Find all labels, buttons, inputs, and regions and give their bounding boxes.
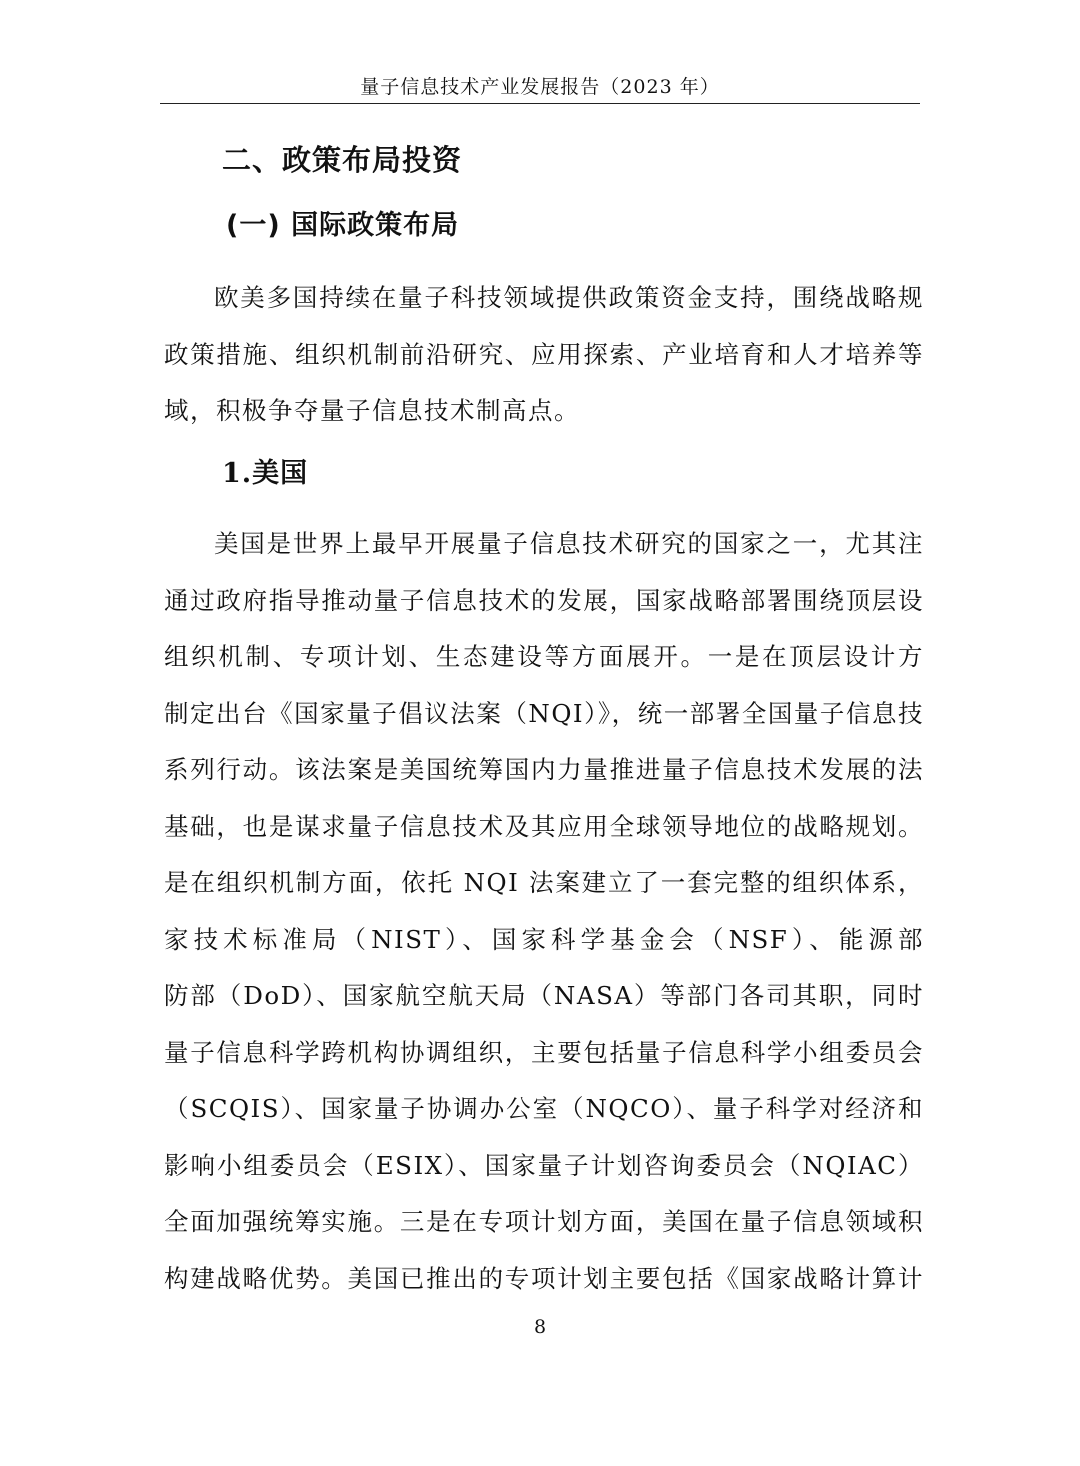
paragraph-line: 家技术标准局（NIST）、国家科学基金会（NSF）、能源部 [164,924,924,954]
body-paragraph [164,516,924,1307]
paragraph-line: （SCQIS）、国家量子协调办公室（NQCO）、量子科学对经济和 [164,1094,924,1123]
paragraph-line: 构建战略优势。美国已推出的专项计划主要包括《国家战略计算计 [164,1263,924,1293]
paragraph-line: 影响小组委员会（ESIX）、国家量子计划咨询委员会（NQIAC） [164,1150,924,1180]
page-number: 8 [533,1316,547,1338]
paragraph-line: 是在组织机制方面，依托 NQI 法案建立了一套完整的组织体系， [164,868,924,897]
paragraph-line: 美国是世界上最早开展量子信息技术研究的国家之一，尤其注 [214,529,924,558]
paragraph-line: 防部（DoD）、国家航空航天局（NASA）等部门各司其职，同时 [164,981,924,1010]
intro-paragraph [164,270,924,440]
paragraph-line: 全面加强统筹实施。三是在专项计划方面，美国在量子信息领域积 [164,1207,924,1236]
subsection-title: (一) 国际政策布局 [226,210,460,241]
section-title: 二、政策布局投资 [222,143,463,177]
paragraph-line: 域，积极争夺量子信息技术制高点。 [164,396,580,425]
paragraph-line: 基础，也是谋求量子信息技术及其应用全球领导地位的战略规划。 [164,811,924,841]
header-rule [160,103,920,104]
paragraph-line: 政策措施、组织机制前沿研究、应用探索、产业培育和人才培养等 [164,339,924,369]
paragraph-line: 制定出台《国家量子倡议法案（NQI）》，统一部署全国量子信息技 [164,698,924,728]
paragraph-line: 系列行动。该法案是美国统筹国内力量推进量子信息技术发展的法 [164,755,924,784]
running-header: 量子信息技术产业发展报告（2023 年） [360,76,720,98]
paragraph-line: 组织机制、专项计划、生态建设等方面展开。一是在顶层设计方 [164,642,924,671]
paragraph-line: 通过政府指导推动量子信息技术的发展，国家战略部署围绕顶层设 [164,585,924,615]
paragraph-line: 欧美多国持续在量子科技领域提供政策资金支持，围绕战略规 [214,283,924,312]
subsubsection-title: 1.美国 [222,458,309,489]
paragraph-line: 量子信息科学跨机构协调组织，主要包括量子信息科学小组委员会 [164,1037,924,1067]
